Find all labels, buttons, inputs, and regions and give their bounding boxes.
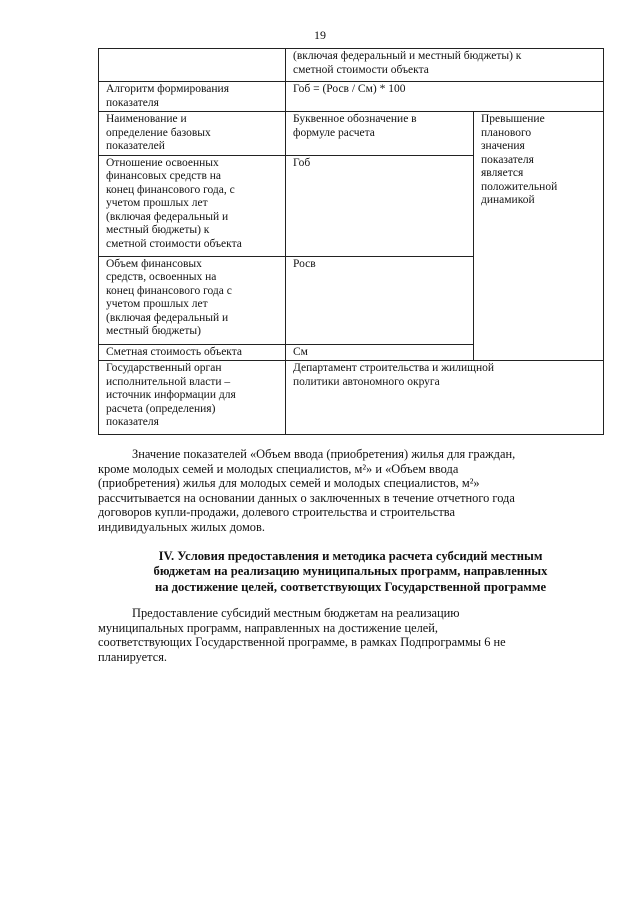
table-row [99, 361, 604, 435]
section-heading: IV. Условия предоставления и методика расчета субсидий местным бюджетам на реализацию муниципальных программ, направленных на достижение целей, соответствующих Государственной программе [153, 549, 548, 594]
source-label: Государственный орган исполнительной власти – источник информации для расчета (определения) показателя [99, 361, 286, 435]
header-letter-symbol: Буквенное обозначение в формуле расчета [286, 112, 474, 156]
indicator-name: Отношение освоенных финансовых средств на конец финансового года, с учетом прошлых лет (включая федеральный и местный бюджеты) к сметной стоимости объекта [99, 155, 286, 256]
continuation-text: (включая федеральный и местный бюджеты) к сметной стоимости объекта [286, 49, 604, 82]
indicator-symbol: Гоб [286, 155, 474, 256]
indicator-name: Сметная стоимость объекта [99, 344, 286, 361]
indicator-name: Объем финансовых средств, освоенных на конец финансового года с учетом прошлых лет (включая федеральный и местный бюджеты) [99, 256, 286, 344]
table-row [99, 82, 604, 112]
paragraph-indicator-values: Значение показателей «Объем ввода (приобретения) жилья для граждан, кроме молодых семей и молодых специалистов, м²» и «Объем ввода (приобретения) жилья для молодых семей и молодых специалистов, м²» рассчитывается на основании данных о заключенных в течение отчетного года договоров купли-продажи, долевого строительства и строительства индивидуальных жилых домов. [98, 447, 516, 534]
page-number: 19 [314, 28, 326, 42]
empty-cell [99, 49, 286, 82]
paragraph-subsidies: Предоставление субсидий местным бюджетам на реализацию муниципальных программ, направленных на достижение целей, соответствующих Государственной программе, в рамках Подпрограммы 6 не планируется. [98, 606, 506, 664]
table-row [99, 112, 604, 156]
indicator-symbol: Росв [286, 256, 474, 344]
algorithm-label: Алгоритм формирования показателя [99, 82, 286, 112]
source-value: Департамент строительства и жилищной политики автономного округа [286, 361, 604, 435]
table-row [99, 49, 604, 82]
header-name-definition: Наименование и определение базовых показателей [99, 112, 286, 156]
indicator-table [98, 48, 604, 435]
indicator-symbol: См [286, 344, 474, 361]
algorithm-formula: Гоб = (Росв / См) * 100 [286, 82, 604, 112]
header-positive-dynamics: Превышение планового значения показателя является положительной динамикой [474, 112, 604, 361]
